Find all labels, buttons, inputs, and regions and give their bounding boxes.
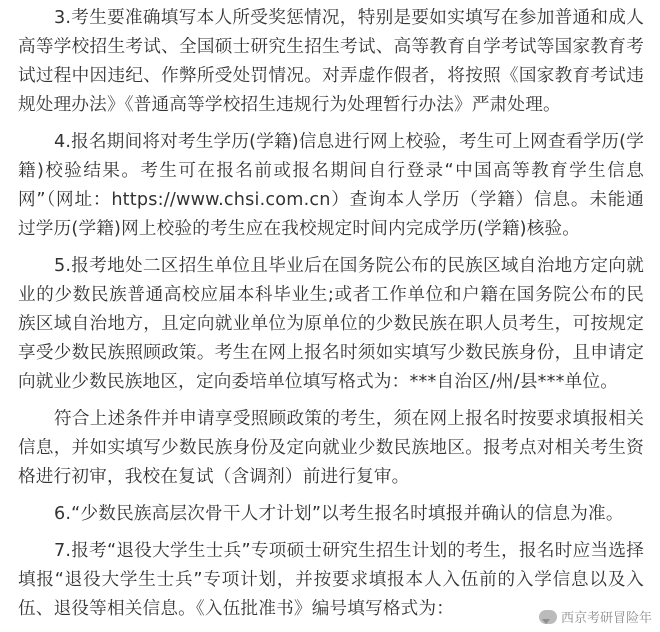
paragraph-5-continued: 符合上述条件并申请享受照顾政策的考生，须在网上报名时按要求填报相关信息，并如实填写少数民族身份及定向就业少数民族地区。报考点对相关考生资格进行初审，我校在复试（含调剂）前进行复审。 bbox=[18, 409, 644, 487]
paragraph-7: 7.报考“退役大学生士兵”专项硕士研究生招生计划的考生，报名时应当选择填报“退役大学生士兵”专项计划，并按要求填报本人入伍前的入学信息以及入伍、退役等相关信息。《入伍批准书》编号填写格式为： bbox=[18, 541, 644, 619]
paragraph-4: 4.报名期间将对考生学历(学籍)信息进行网上校验，考生可上网查看学历(学籍)校验结果。考生可在报名前或报名期间自行登录“中国高等教育学生信息网”（网址：https://www.chsi.com.cn）查询本人学历（学籍）信息。未能通过学历(学籍)网上校验的考生应在我校规定时间内完成学历(学籍)核验。 bbox=[18, 132, 644, 239]
paragraph-6: 6.“少数民族高层次骨干人才计划”以考生报名时填报并确认的信息为准。 bbox=[54, 504, 624, 524]
paragraph-5: 5.报考地处二区招生单位且毕业后在国务院公布的民族区域自治地方定向就业的少数民族普通高校应届本科毕业生;或者工作单位和户籍在国务院公布的民族区域自治地方，且定向就业单位为原单位的少数民族在职人员考生，可按规定享受少数民族照顾政策。考生在网上报名时须如实填写少数民族身份，且申请定向就业少数民族地区，定向委培单位填写格式为：***自治区/州/县***单位。 bbox=[18, 256, 644, 392]
watermark-text: 西京考研冒险年 bbox=[560, 611, 652, 626]
document-body bbox=[18, 4, 644, 632]
paragraph-3: 3.考生要准确填写本人所受奖惩情况，特别是要如实填写在参加普通和成人高等学校招生考试、全国硕士研究生招生考试、高等教育自学考试等国家教育考试过程中因违纪、作弊所受处罚情况。对弄虚作假者，将按照《国家教育考试违规处理办法》《普通高等学校招生违规行为处理暂行办法》严肃处理。 bbox=[18, 8, 644, 115]
